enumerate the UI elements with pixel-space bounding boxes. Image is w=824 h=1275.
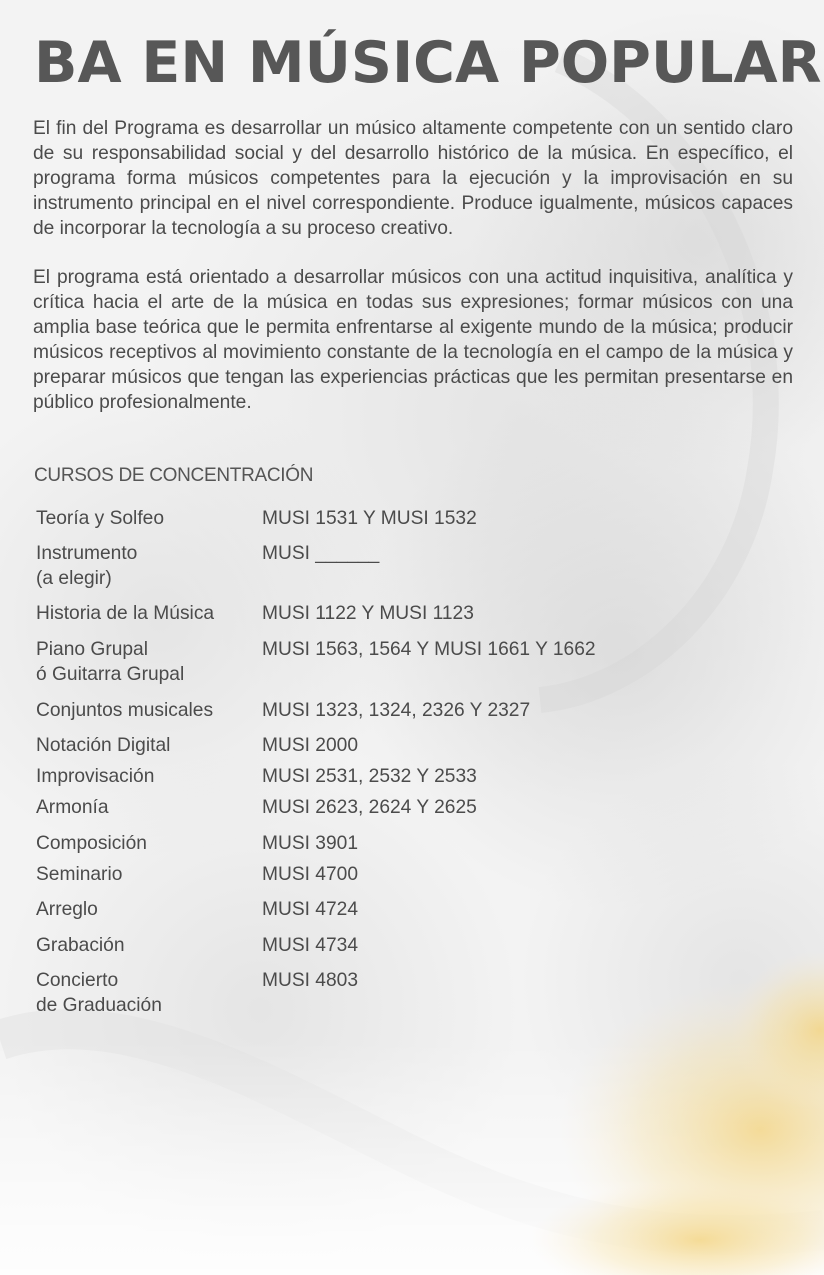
course-name: Seminario (36, 864, 123, 885)
course-name: Composición (36, 833, 147, 854)
course-name: Grabación (36, 935, 125, 956)
course-code: MUSI 4803 (262, 970, 358, 991)
course-name: Historia de la Música (36, 603, 215, 624)
course-code: MUSI 1563, 1564 Y MUSI 1661 Y 1662 (262, 639, 596, 660)
course-name: Armonía (36, 797, 109, 818)
page-title: BA EN MÚSICA POPULAR (34, 30, 822, 96)
course-code: MUSI ______ (262, 543, 380, 564)
course-code: MUSI 1323, 1324, 2326 Y 2327 (262, 700, 531, 721)
course-name: Piano Grupal ó Guitarra Grupal (36, 639, 185, 685)
course-code: MUSI 1531 Y MUSI 1532 (262, 508, 477, 529)
course-code: MUSI 4734 (262, 935, 358, 956)
course-code: MUSI 4724 (262, 899, 358, 920)
course-name: Improvisación (36, 766, 155, 787)
course-name: Conjuntos musicales (36, 700, 214, 721)
course-code: MUSI 2623, 2624 Y 2625 (262, 797, 477, 818)
course-code: MUSI 2531, 2532 Y 2533 (262, 766, 477, 787)
course-code: MUSI 3901 (262, 833, 358, 854)
course-code: MUSI 4700 (262, 864, 358, 885)
intro-paragraph: El fin del Programa es desarrollar un músico altamente competente con un sentido claro de su responsabilidad social y del desarrollo histórico de la música. En específico, el programa forma músicos competentes para la ejecución y la improvisación en su instrumento principal en el nivel correspondiente. Produce igualmente, músicos capaces de incorporar la tecnología a su proceso creativo. (33, 118, 793, 239)
course-code: MUSI 2000 (262, 735, 358, 756)
course-name: Teoría y Solfeo (36, 508, 164, 529)
courses-heading: CURSOS DE CONCENTRACIÓN (34, 465, 314, 486)
course-code: MUSI 1122 Y MUSI 1123 (262, 603, 474, 624)
objectives-paragraph: El programa está orientado a desarrollar músicos con una actitud inquisitiva, analítica y crítica hacia el arte de la música en todas sus expresiones; formar músicos con una amplia base teórica que le permita enfrentarse al exigente mundo de la música; producir músicos receptivos al movimiento constante de la tecnología en el campo de la música y preparar músicos que tengan las experiencias prácticas que les permitan presentarse en público profesionalmente. (33, 267, 793, 413)
course-name: Concierto de Graduación (36, 970, 162, 1016)
course-name: Arreglo (36, 899, 98, 920)
course-name: Instrumento (a elegir) (36, 543, 138, 589)
course-name: Notación Digital (36, 735, 171, 756)
